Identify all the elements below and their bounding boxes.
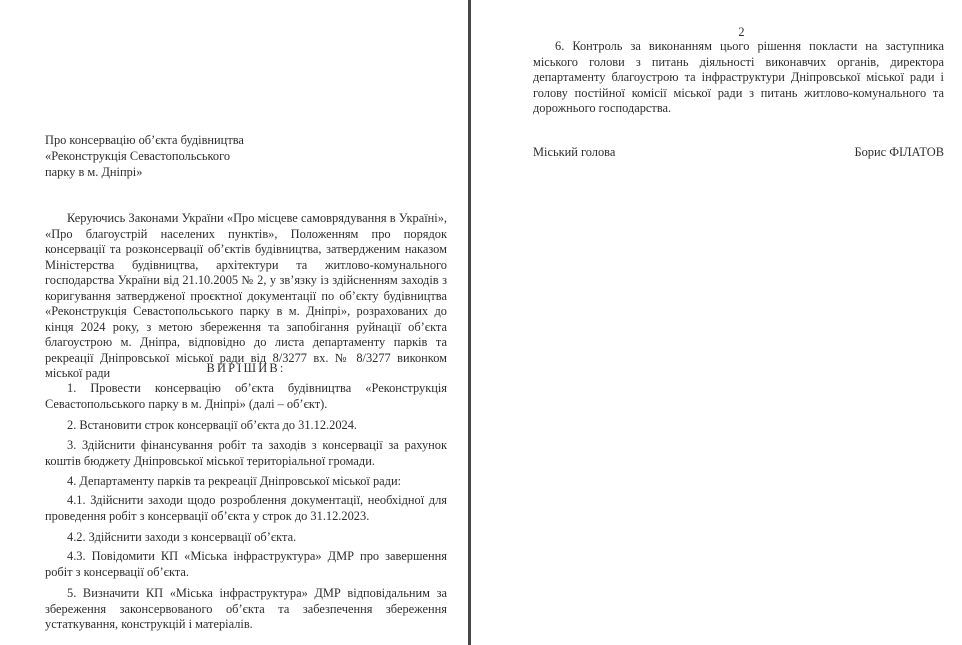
preamble-paragraph: Керуючись Законами України «Про місцеве самоврядування в Україні», «Про благоустрій населених пунктів», Положенням про порядок консервації та розконсервації об’єктів будівництва, затвердженим наказом Міністерства будівництва, архітектури та житлово-комунального господарства України від 21.10.2005 № 2, у зв’язку із здійсненням заходів з коригування затвердженої проєктної документації по об’єкту будівництва «Реконструкція Севастопольського парку в м. Дніпрі», розрахованих до кінця 2024 року, з метою збереження та запобігання руйнації об’єкта благоустрою м. Дніпра, відповідно до листа департаменту парків та рекреації Дніпровської міської ради від 8/3277 вх. № 8/3277 виконком міської ради (45, 211, 447, 380)
item-4-3: 4.3. Повідомити КП «Міська інфраструктура» ДМР про завершення робіт з консервації об’єкта. (45, 549, 447, 579)
item-4-2: 4.2. Здійснити заходи з консервації об’єкта. (67, 530, 297, 544)
document-page-1 (0, 0, 468, 645)
signature-name: Борис ФІЛАТОВ (854, 145, 944, 159)
item-4-1: 4.1. Здійснити заходи щодо розроблення документації, необхідної для проведення робіт з консервації об’єкта у строк до 31.12.2023. (45, 493, 447, 523)
item-5: 5. Визначити КП «Міська інфраструктура» ДМР відповідальним за збереження законсервованого об’єкта та забезпечення збереження устаткування, конструкцій і матеріалів. (45, 586, 447, 631)
item-1: 1. Провести консервацію об’єкта будівництва «Реконструкція Севастопольського парку в м. Дніпрі» (далі – об’єкт). (45, 381, 447, 411)
document-title: Про консервацію об’єкта будівництва «Реконструкція Севастопольського парку в м. Дніпрі» (45, 133, 244, 179)
item-4: 4. Департаменту парків та рекреації Дніпровської міської ради: (67, 474, 402, 488)
signature-title: Міський голова (533, 145, 616, 159)
decision-heading: ВИРІШИВ: (206, 361, 286, 375)
document-page-2 (471, 0, 962, 645)
item-2: 2. Встановити строк консервації об’єкта до 31.12.2024. (67, 418, 358, 432)
page-number: 2 (738, 25, 745, 39)
item-6: 6. Контроль за виконанням цього рішення покласти на заступника міського голови з питань діяльності виконавчих органів, директора департаменту благоустрою та інфраструктури Дніпровської міської ради і голову постійної комісії міської ради з питань житлово-комунального та дорожнього господарства. (533, 39, 944, 115)
item-3: 3. Здійснити фінансування робіт та заходів з консервації за рахунок коштів бюджету Дніпровської міської територіальної громади. (45, 438, 447, 468)
